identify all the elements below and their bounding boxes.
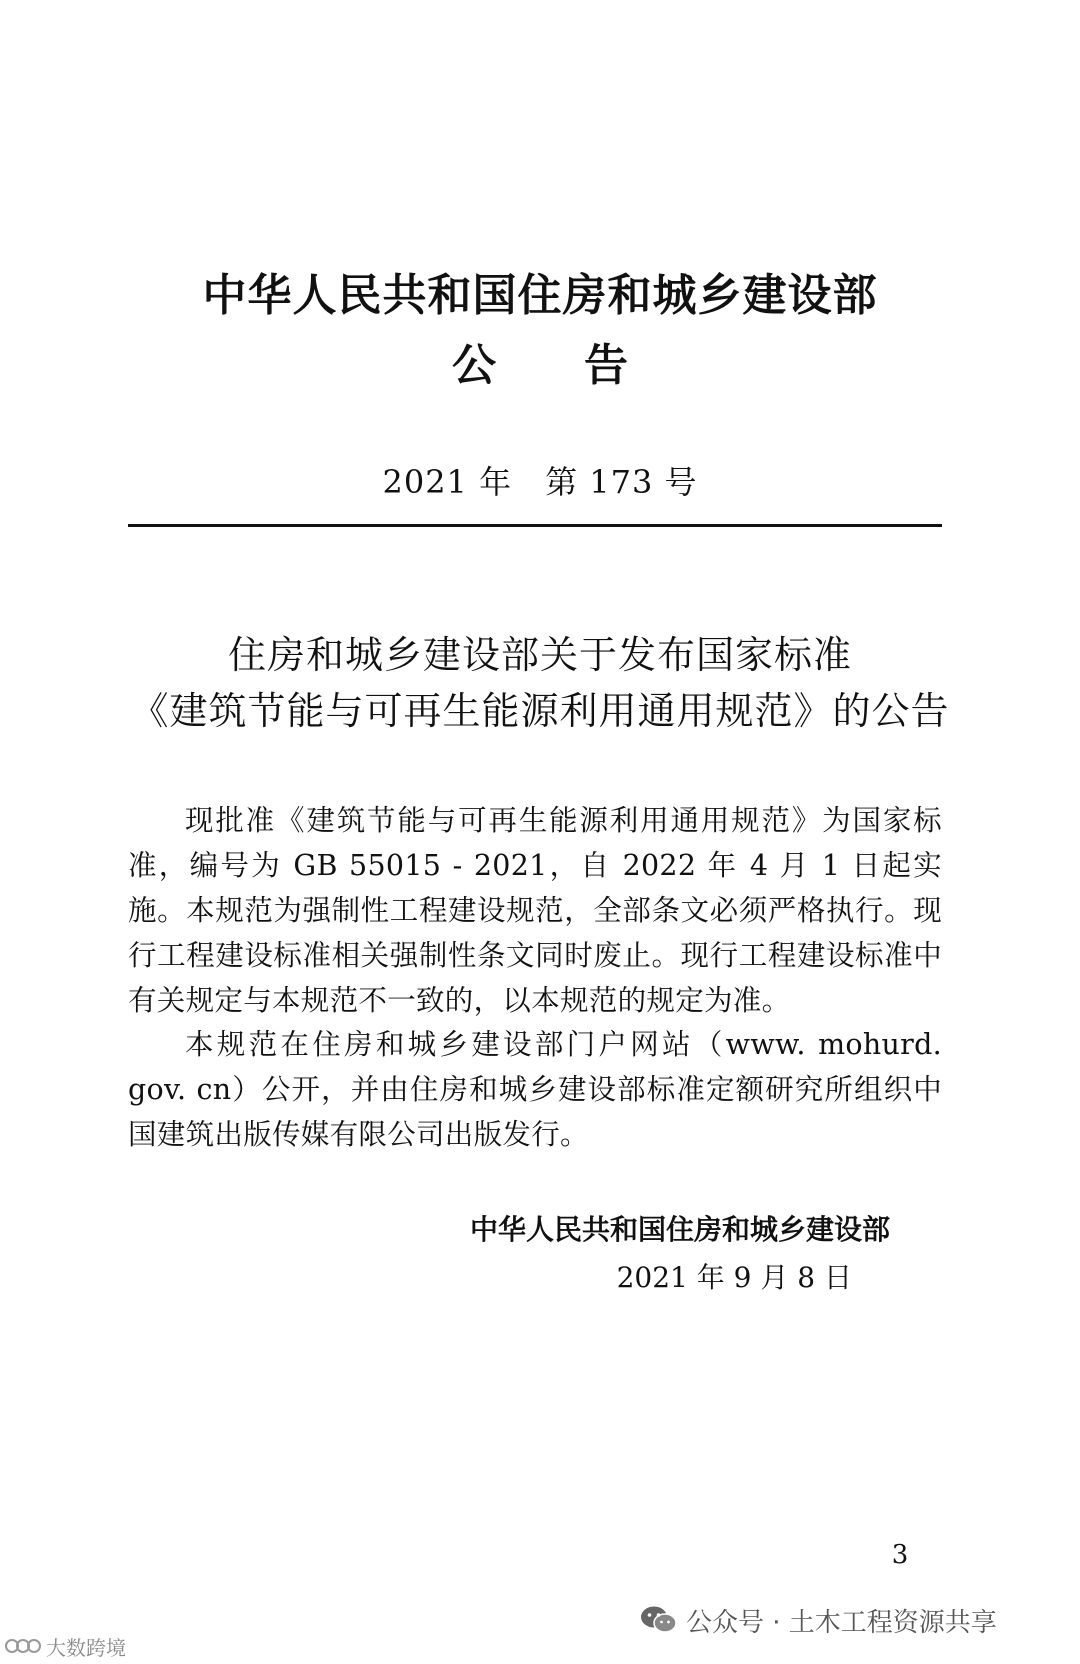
body-paragraph-2: 本规范在住房和城乡建设部门户网站（www. mohurd. gov. cn）公开，并由住房和城乡建设部标准定额研究所组织中国建筑出版传媒有限公司出版发行。 (128, 1028, 942, 1151)
announcement-heading-line2: 《建筑节能与可再生能源利用通用规范》的公告 (130, 689, 950, 733)
announcement-heading-line1: 住房和城乡建设部关于发布国家标准 (227, 633, 852, 677)
body-paragraph-1: 现批准《建筑节能与可再生能源利用通用规范》为国家标准，编号为 GB 55015 - 2021，自 2022 年 4 月 1 日起实施。本规范为强制性工程建设规范，全部条文必须严格执行。现行工程建设标准相关强制性条文同时废止。现行工程建设标准中有关规定与本规范不一致的，以本规范的规定为准。 (128, 804, 942, 1017)
page-number: 3 (891, 1540, 909, 1570)
header-divider (128, 524, 942, 527)
logo-icon (4, 1635, 42, 1657)
issuer-title: 中华人民共和国住房和城乡建设部 (202, 270, 878, 321)
notice-title: 公告 (452, 340, 716, 391)
signature-issuer: 中华人民共和国住房和城乡建设部 (469, 1213, 890, 1246)
watermark-wechat-text: 公众号 · 土木工程资源共享 (686, 1607, 997, 1638)
wechat-icon (640, 1605, 678, 1635)
watermark-logo-text: 大数跨境 (46, 1635, 126, 1660)
watermark-wechat (640, 1600, 997, 1640)
signature-date: 2021 年 9 月 8 日 (616, 1261, 852, 1294)
notice-number: 2021 年 第 173 号 (382, 463, 698, 501)
watermark-logo (4, 1632, 126, 1660)
